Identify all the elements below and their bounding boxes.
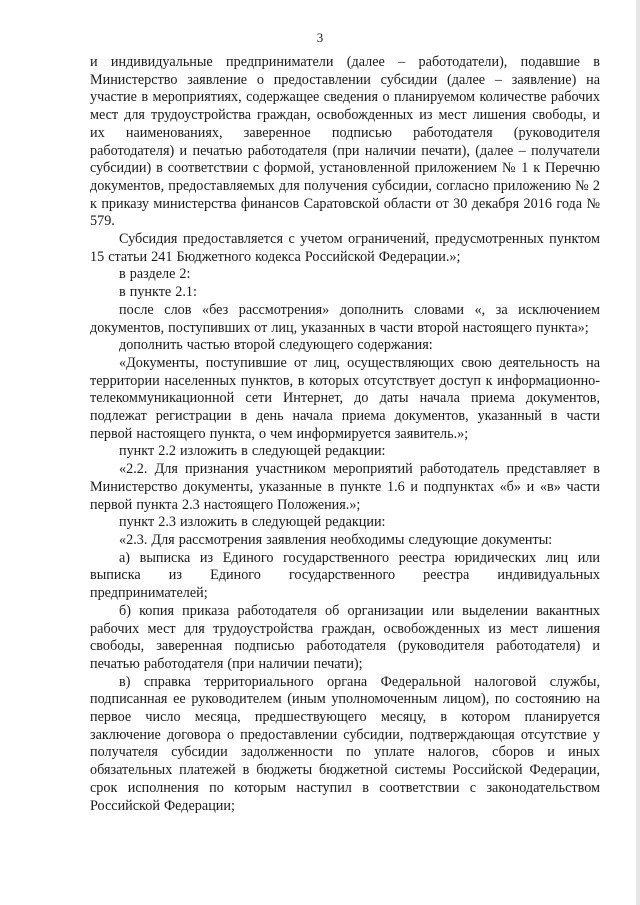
paragraph-point-2-3-text: «2.3. Для рассмотрения заявления необходимы следующие документы: <box>119 531 553 548</box>
list-item-b: б) копия приказа работодателя об организации или выделении вакантных рабочих мест для трудоустройства граждан, освобожденных из мест лишения свободы, заверенная подписью работодателя (руководителя работодателя) и печатью работодателя (при наличии печати); <box>90 602 600 672</box>
list-item-v: в) справка территориального органа Федеральной налоговой службы, подписанная ее руководителем (иным уполномоченным лицом), по состоянию на первое число месяца, предшествующего месяцу, в котором планируется заключение договора о предоставлении субсидии, подтверждающая отсутствие у получателя субсидии задолженности по уплате налогов, сборов и иных обязательных платежей в бюджеты бюджетной системы Российской Федерации, срок исполнения по которым наступил в соответствии с законодательством Российской Федерации; <box>90 673 600 814</box>
paragraph-point-2-1: в пункте 2.1: <box>119 284 197 301</box>
paragraph-point-2-2-text: «2.2. Для признания участником мероприятий работодатель представляет в Министерство документы, указанные в пункте 1.6 и подпунктах «б» и «в» части первой пункта 2.3 настоящего Положения.»; <box>90 461 600 513</box>
document-body <box>90 54 600 815</box>
paragraph-section-2: в разделе 2: <box>119 266 191 283</box>
paragraph-add-part-two: дополнить частью второй следующего содержания: <box>119 337 433 354</box>
paragraph-documents-received: «Документы, поступившие от лиц, осуществляющих свою деятельность на территории населенных пунктов, в которых отсутствует доступ к информационно-телекоммуникационной сети Интернет, до даты начала приема документов, подлежат регистрации в день начала приема документов, указанный в части первой настоящего пункта, о чем информируется заявитель.»; <box>90 354 600 442</box>
scan-edge-shadow <box>636 0 640 905</box>
paragraph-point-2-3-heading: пункт 2.3 изложить в следующей редакции: <box>119 514 386 531</box>
paragraph-subsidy-limits: Субсидия предоставляется с учетом ограничений, предусмотренных пунктом 15 статьи 241 Бюджетного кодекса Российской Федерации.»; <box>90 231 600 265</box>
paragraph-after-words: после слов «без рассмотрения» дополнить словами «, за исключением документов, поступивших от лиц, указанных в части второй настоящего пункта»; <box>90 301 600 336</box>
list-item-a: а) выписка из Единого государственного реестра юридических лиц или выписка из Единого государственного реестра индивидуальных предпринимателей; <box>90 549 600 602</box>
page-number: 3 <box>316 30 324 45</box>
paragraph-subsidy-recipients: и индивидуальные предприниматели (далее – работодатели), подавшие в Министерство заявление о предоставлении субсидии (далее – заявление) на участие в мероприятиях, содержащее сведения о планируемом количестве рабочих мест для трудоустройства граждан, освобожденных из мест лишения свободы, и их наименованиях, заверенное подписью работодателя (руководителя работодателя) и печатью работодателя (при наличии печати), (далее – получатели субсидии) в соответствии с формой, установленной приложением № 1 к Перечню документов, предоставляемых для получения субсидии, согласно приложению № 2 к приказу министерства финансов Саратовской области от 30 декабря 2016 года № 579. <box>90 54 600 230</box>
paragraph-point-2-2-heading: пункт 2.2 изложить в следующей редакции: <box>119 443 386 460</box>
